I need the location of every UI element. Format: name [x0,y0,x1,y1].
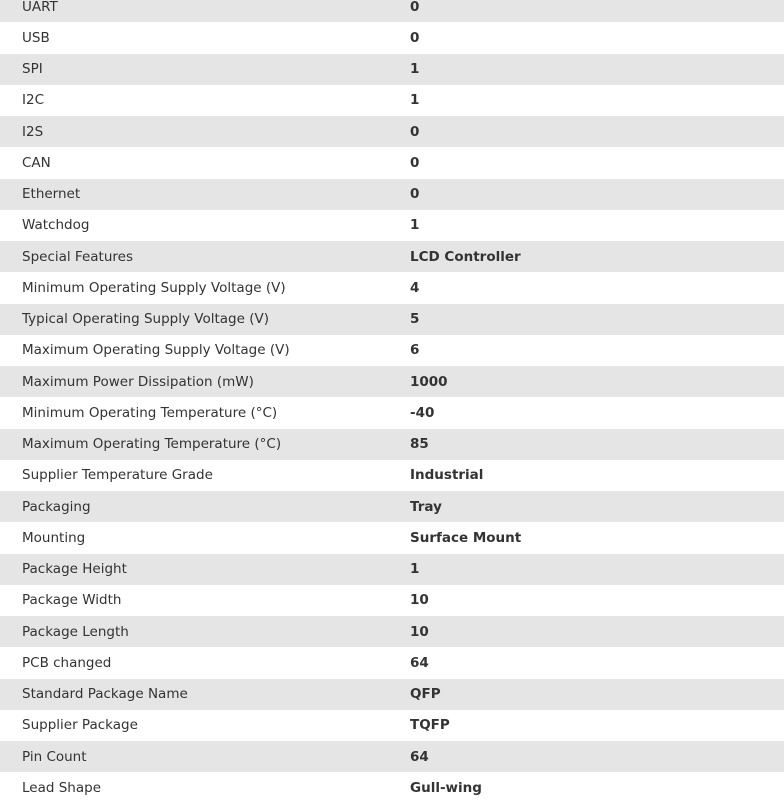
spec-value: QFP [410,686,441,703]
spec-row-uart [0,0,784,22]
spec-value: 1 [410,61,420,78]
spec-row-package-width [0,585,784,616]
spec-value: 0 [410,29,420,46]
spec-name: I2C [22,92,44,109]
spec-value: 1 [410,561,420,578]
spec-value: 1 [410,92,420,109]
spec-row-supplier-package [0,710,784,741]
spec-name: Maximum Operating Supply Voltage (V) [22,342,290,359]
spec-value: Gull-wing [410,779,482,796]
spec-name: Typical Operating Supply Voltage (V) [22,311,269,328]
spec-row-max-supply-voltage [0,335,784,366]
spec-row-watchdog [0,210,784,241]
spec-name: Supplier Package [22,717,138,734]
spec-value: Tray [410,498,442,515]
spec-name: Minimum Operating Temperature (°C) [22,404,278,421]
spec-row-max-operating-temp [0,429,784,460]
spec-name: Mounting [22,529,86,546]
spec-value: 10 [410,592,429,609]
spec-value: 64 [410,654,429,671]
spec-name: PCB changed [22,654,112,671]
spec-name: I2S [22,123,44,140]
spec-row-i2s [0,116,784,147]
spec-row-spi [0,54,784,85]
spec-name: Supplier Temperature Grade [22,467,213,484]
spec-value: 5 [410,311,420,328]
spec-name: Ethernet [22,186,81,203]
spec-name: Packaging [22,498,91,515]
spec-row-pin-count [0,741,784,772]
spec-name: Watchdog [22,217,90,234]
spec-row-usb [0,22,784,53]
spec-row-temperature-grade [0,460,784,491]
spec-row-packaging [0,491,784,522]
spec-value: 0 [410,0,420,15]
spec-row-standard-package-name [0,679,784,710]
spec-value: 85 [410,436,429,453]
spec-row-package-length [0,616,784,647]
spec-row-min-supply-voltage [0,272,784,303]
spec-name: Lead Shape [22,779,101,796]
spec-name: Special Features [22,248,133,265]
spec-value: 1000 [410,373,448,390]
spec-row-max-power-dissipation [0,366,784,397]
spec-row-typ-supply-voltage [0,304,784,335]
spec-name: CAN [22,154,51,171]
spec-row-special-features [0,241,784,272]
spec-row-min-operating-temp [0,397,784,428]
spec-row-lead-shape [0,772,784,803]
spec-name: USB [22,29,50,46]
spec-value: -40 [410,404,435,421]
spec-value: 0 [410,123,420,140]
spec-name: UART [22,0,58,15]
spec-name: Pin Count [22,748,87,765]
spec-row-pcb-changed [0,647,784,678]
spec-row-can [0,147,784,178]
spec-value: 0 [410,186,420,203]
spec-value: LCD Controller [410,248,521,265]
spec-name: SPI [22,61,43,78]
spec-value: Industrial [410,467,484,484]
spec-value: 0 [410,154,420,171]
spec-name: Package Height [22,561,127,578]
spec-name: Package Length [22,623,129,640]
spec-row-i2c [0,85,784,116]
spec-value: 6 [410,342,420,359]
spec-value: 1 [410,217,420,234]
spec-value: 64 [410,748,429,765]
spec-value: 10 [410,623,429,640]
spec-value: TQFP [410,717,450,734]
spec-value: 4 [410,279,420,296]
spec-row-ethernet [0,179,784,210]
spec-row-mounting [0,522,784,553]
spec-row-package-height [0,554,784,585]
spec-name: Minimum Operating Supply Voltage (V) [22,279,286,296]
spec-name: Maximum Operating Temperature (°C) [22,436,282,453]
spec-name: Maximum Power Dissipation (mW) [22,373,254,390]
spec-name: Package Width [22,592,122,609]
spec-name: Standard Package Name [22,686,188,703]
spec-value: Surface Mount [410,529,522,546]
